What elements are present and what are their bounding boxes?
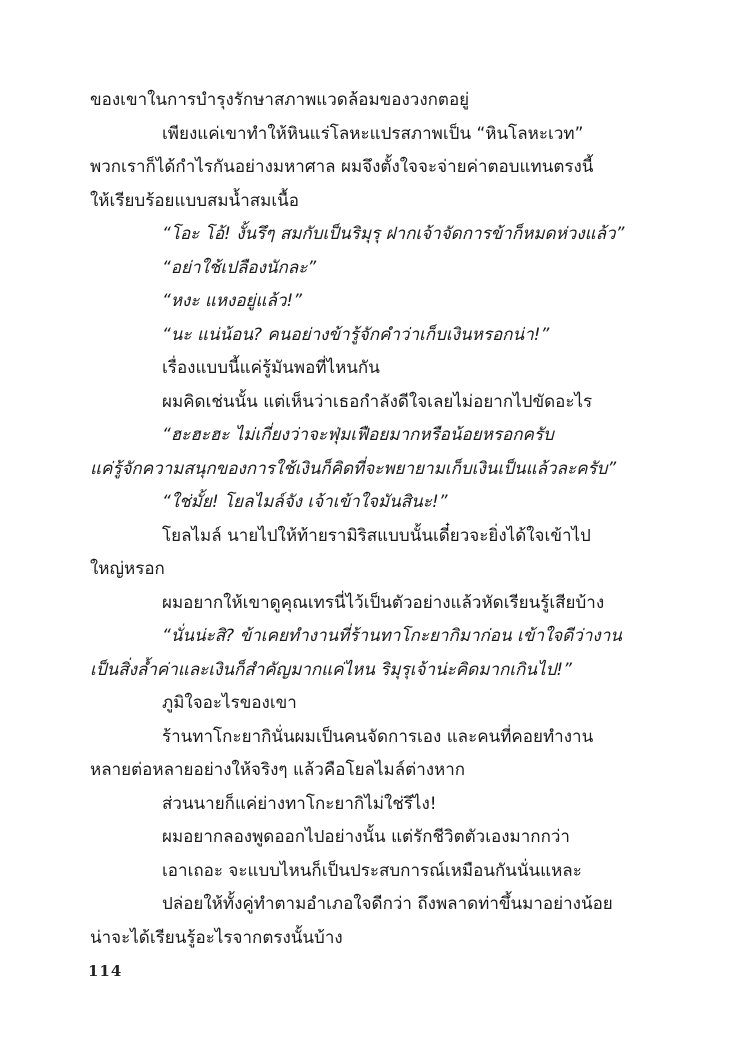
dialogue-line: “นั่นน่ะสิ? ข้าเคยทำงานที่ร้านทาโกะยากิมาก่อน เข้าใจดีว่างาน <box>162 626 622 646</box>
dialogue-line: เป็นสิ่งล้ำค่าและเงินก็สำคัญมากแค่ไหน ริมุรุเจ้าน่ะคิดมากเกินไป!” <box>90 659 572 680</box>
text-line: น่าจะได้เรียนรู้อะไรจากตรงนั้นบ้าง <box>90 927 343 948</box>
text-line: ของเขาในการบำรุงรักษาสภาพแวดล้อมของวงกตอยู่ <box>90 90 470 110</box>
dialogue-line: “อย่าใช้เปลืองนักละ” <box>162 257 317 278</box>
dialogue-line: “หงะ แหงอยู่แล้ว!” <box>162 291 303 311</box>
text-line: ผมอยากให้เขาดูคุณเทรนี่ไว้เป็นตัวอย่างแล้วหัดเรียนรู้เสียบ้าง <box>162 592 605 613</box>
text-line: หลายต่อหลายอย่างให้จริงๆ แล้วคือโยลไมล์ต่างหาก <box>90 760 466 780</box>
text-line: ใหญ่หรอก <box>90 559 165 579</box>
text-line: ส่วนนายก็แค่ย่างทาโกะยากิไม่ใช่รึไง! <box>162 793 437 814</box>
text-line: เรื่องแบบนี้แค่รู้มันพอที่ไหนกัน <box>162 358 380 378</box>
text-line: ผมอยากลองพูดออกไปอย่างนั้น แต่รักชีวิตตัวเองมากกว่า <box>162 827 570 847</box>
text-line: พวกเราก็ได้กำไรกันอย่างมหาศาล ผมจึงตั้งใจจะจ่ายค่าตอบแทนตรงนี้ <box>90 157 594 177</box>
text-line: ผมคิดเช่นนั้น แต่เห็นว่าเธอกำลังดีใจเลยไม่อยากไปขัดอะไร <box>162 391 593 412</box>
dialogue-line: “โอะ โอ้! งั้นรึๆ สมกับเป็นริมุรุ ฝากเจ้าจัดการข้าก็หมดห่วงแล้ว” <box>162 224 625 244</box>
text-line: ปล่อยให้ทั้งคู่ทำตามอำเภอใจดีกว่า ถึงพลาดท่าขึ้นมาอย่างน้อย <box>162 894 613 914</box>
text-line: ภูมิใจอะไรของเขา <box>162 693 297 713</box>
page-number: 114 <box>88 962 123 980</box>
dialogue-line: “ใช่มั้ย! โยลไมล์จัง เจ้าเข้าใจมันสินะ!” <box>162 492 448 512</box>
text-line: ร้านทาโกะยากินั่นผมเป็นคนจัดการเอง และคนที่คอยทำงาน <box>162 726 594 747</box>
body-text <box>90 84 658 955</box>
text-line: เอาเถอะ จะแบบไหนก็เป็นประสบการณ์เหมือนกันนั่นแหละ <box>162 860 582 881</box>
text-line: โยลไมล์ นายไปให้ท้ายรามิริสแบบนั้นเดี๋ยวจะยิ่งได้ใจเข้าไป <box>162 525 591 546</box>
dialogue-line: “นะ แน่น้อน? คนอย่างข้ารู้จักคำว่าเก็บเงินหรอกน่า!” <box>162 324 550 345</box>
dialogue-line: “ฮะฮะฮะ ไม่เกี่ยงว่าจะฟุ่มเฟือยมากหรือน้อยหรอกครับ <box>162 425 554 445</box>
text-line: เพียงแค่เขาทำให้หินแร่โลหะแปรสภาพเป็น “หินโลหะเวท” <box>162 123 584 144</box>
dialogue-line: แค่รู้จักความสนุกของการใช้เงินก็คิดที่จะพยายามเก็บเงินเป็นแล้วละครับ” <box>90 458 617 479</box>
text-line: ให้เรียบร้อยแบบสมน้ำสมเนื้อ <box>90 190 300 211</box>
